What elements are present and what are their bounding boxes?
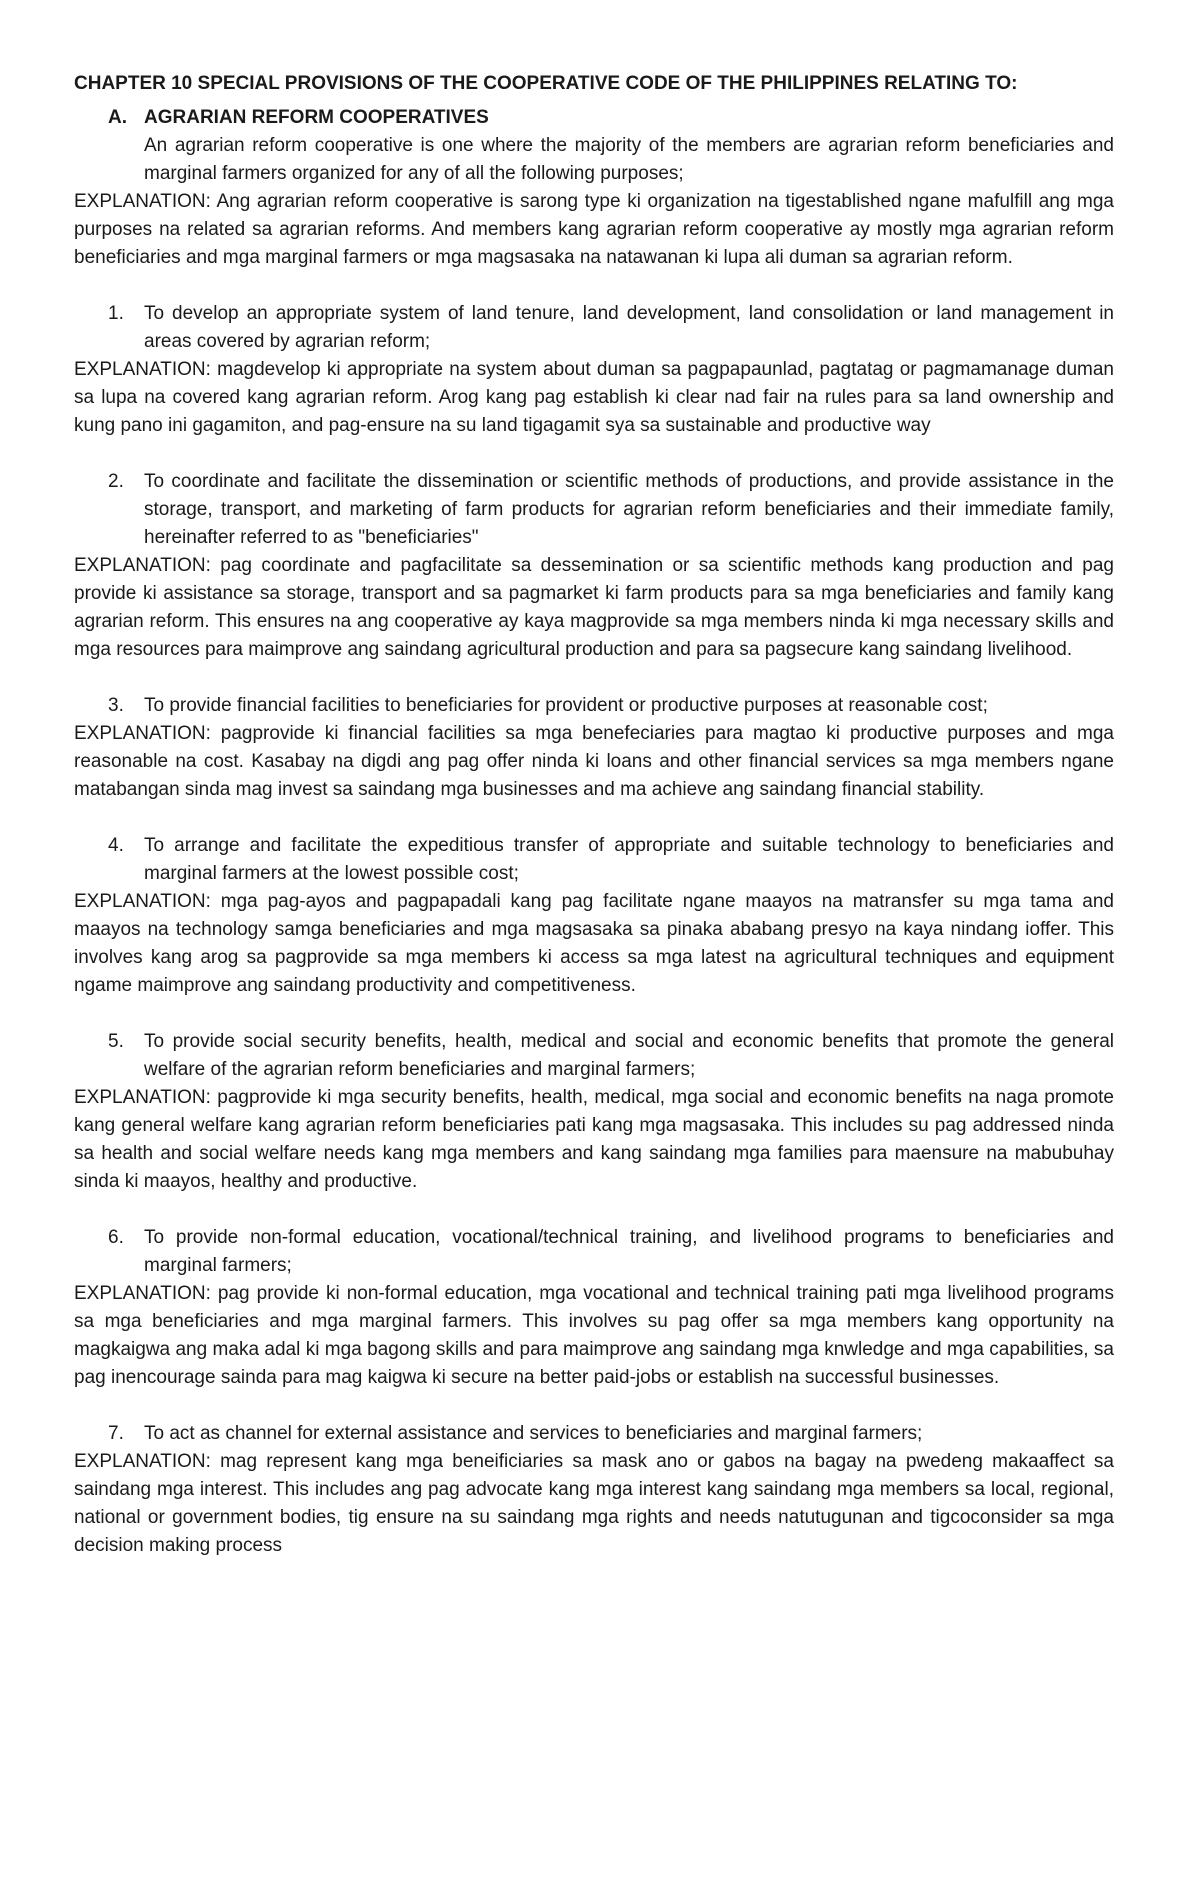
item-text: To provide financial facilities to beneficiaries for provident or productive purposes at reasonable cost; — [144, 695, 988, 716]
item-text: To develop an appropriate system of land tenure, land development, land consolidation or land management in areas covered by agrarian reform; — [144, 303, 1114, 352]
list-item — [74, 1420, 1114, 1560]
list-item — [74, 300, 1114, 440]
item-explanation: EXPLANATION: magdevelop ki appropriate na system about duman sa pagpapaunlad, pagtatag or pagmamanage duman sa lupa na covered kang agrarian reform. Arog kang pag establish ki clear nad fair na rules para sa land ownership and kung pano ini gagamiton, and pag-ensure na su land tigagamit sya sa sustainable and productive way — [74, 359, 1114, 436]
item-explanation: EXPLANATION: mag represent kang mga beneificiaries sa mask ano or gabos na bagay na pwedeng makaaffect sa saindang mga interest. This includes ang pag advocate kang mga interest kang saindang mga members sa local, regional, national or government bodies, tig ensure na su saindang mga rights and needs natutugunan and tigcoconsider sa mga decision making process — [74, 1451, 1114, 1556]
section-letter: A. — [108, 107, 127, 128]
item-explanation: EXPLANATION: pag provide ki non-formal education, mga vocational and technical training pati mga livelihood programs sa mga beneficiaries and mga marginal farmers. This involves su pag offer sa mga members kang opportunity na magkaigwa ang maka adal ki mga bagong skills and para maimprove ang saindang mga knwledge and mga capabilities, sa pag inencourage sainda para mag kaigwa ki secure na better paid-jobs or establish na successful businesses. — [74, 1283, 1114, 1388]
chapter-title: CHAPTER 10 SPECIAL PROVISIONS OF THE COOPERATIVE CODE OF THE PHILIPPINES RELATING TO: — [74, 73, 1018, 94]
item-explanation: EXPLANATION: pagprovide ki financial facilities sa mga benefeciaries para magtao ki productive purposes and mga reasonable na cost. Kasabay na digdi ang pag offer ninda ki loans and other financial services sa mga members ngane matabangan sinda mag invest sa saindang mga businesses and ma achieve ang saindang financial stability. — [74, 723, 1114, 800]
list-item — [74, 692, 1114, 804]
item-number: 4. — [108, 835, 124, 856]
item-text: To coordinate and facilitate the dissemination or scientific methods of productions, and provide assistance in the storage, transport, and marketing of farm products for agrarian reform beneficiaries and their immediate family, hereinafter referred to as "beneficiaries" — [144, 471, 1114, 548]
document-page — [74, 70, 1114, 1560]
item-text: To provide social security benefits, health, medical and social and economic benefits that promote the general welfare of the agrarian reform beneficiaries and marginal farmers; — [144, 1031, 1114, 1080]
item-text: To arrange and facilitate the expeditious transfer of appropriate and suitable technology to beneficiaries and marginal farmers at the lowest possible cost; — [144, 835, 1114, 884]
item-text: To act as channel for external assistance and services to beneficiaries and marginal farmers; — [144, 1423, 923, 1444]
list-item — [74, 1224, 1114, 1392]
section-heading — [74, 104, 1114, 132]
section-explanation: EXPLANATION: Ang agrarian reform cooperative is sarong type ki organization na tigestablished ngane mafulfill ang mga purposes na related sa agrarian reforms. And members kang agrarian reform cooperative ay mostly mga agrarian reform beneficiaries and mga marginal farmers or mga magsasaka na natawanan ki lupa ali duman sa agrarian reform. — [74, 191, 1114, 268]
item-number: 1. — [108, 303, 124, 324]
item-explanation: EXPLANATION: pag coordinate and pagfacilitate sa dessemination or sa scientific methods kang production and pag provide ki assistance sa storage, transport and sa pagmarket ki farm products para sa mga beneficiaries and family kang agrarian reform. This ensures na ang cooperative ay kaya magprovide sa mga members ninda ki mga necessary skills and mga resources para maimprove ang saindang agricultural production and para sa pagsecure kang saindang livelihood. — [74, 555, 1114, 660]
item-explanation: EXPLANATION: pagprovide ki mga security benefits, health, medical, mga social and economic benefits na naga promote kang general welfare kang agrarian reform beneficiaries pati kang mga magsasaka. This includes su pag addressed ninda sa health and social welfare needs kang mga members and kang saindang mga families para maensure na mabubuhay sinda ki maayos, healthy and productive. — [74, 1087, 1114, 1192]
item-number: 5. — [108, 1031, 124, 1052]
section-heading-text: AGRARIAN REFORM COOPERATIVES — [144, 107, 489, 128]
list-item — [74, 1028, 1114, 1196]
item-number: 7. — [108, 1423, 124, 1444]
item-explanation: EXPLANATION: mga pag-ayos and pagpapadali kang pag facilitate ngane maayos na matransfer su mga tama and maayos na technology samga beneficiaries and mga magsasaka sa pinaka ababang presyo na kaya nindang ioffer. This involves kang arog sa pagprovide sa mga members ki access sa mga latest na agricultural techniques and equipment ngame maimprove ang saindang productivity and competitiveness. — [74, 891, 1114, 996]
item-number: 6. — [108, 1227, 124, 1248]
item-text: To provide non-formal education, vocational/technical training, and livelihood programs to beneficiaries and marginal farmers; — [144, 1227, 1114, 1276]
list-item — [74, 832, 1114, 1000]
section-intro: An agrarian reform cooperative is one where the majority of the members are agrarian reform beneficiaries and marginal farmers organized for any of all the following purposes; — [144, 135, 1114, 184]
item-number: 3. — [108, 695, 124, 716]
item-number: 2. — [108, 471, 124, 492]
list-item — [74, 468, 1114, 664]
